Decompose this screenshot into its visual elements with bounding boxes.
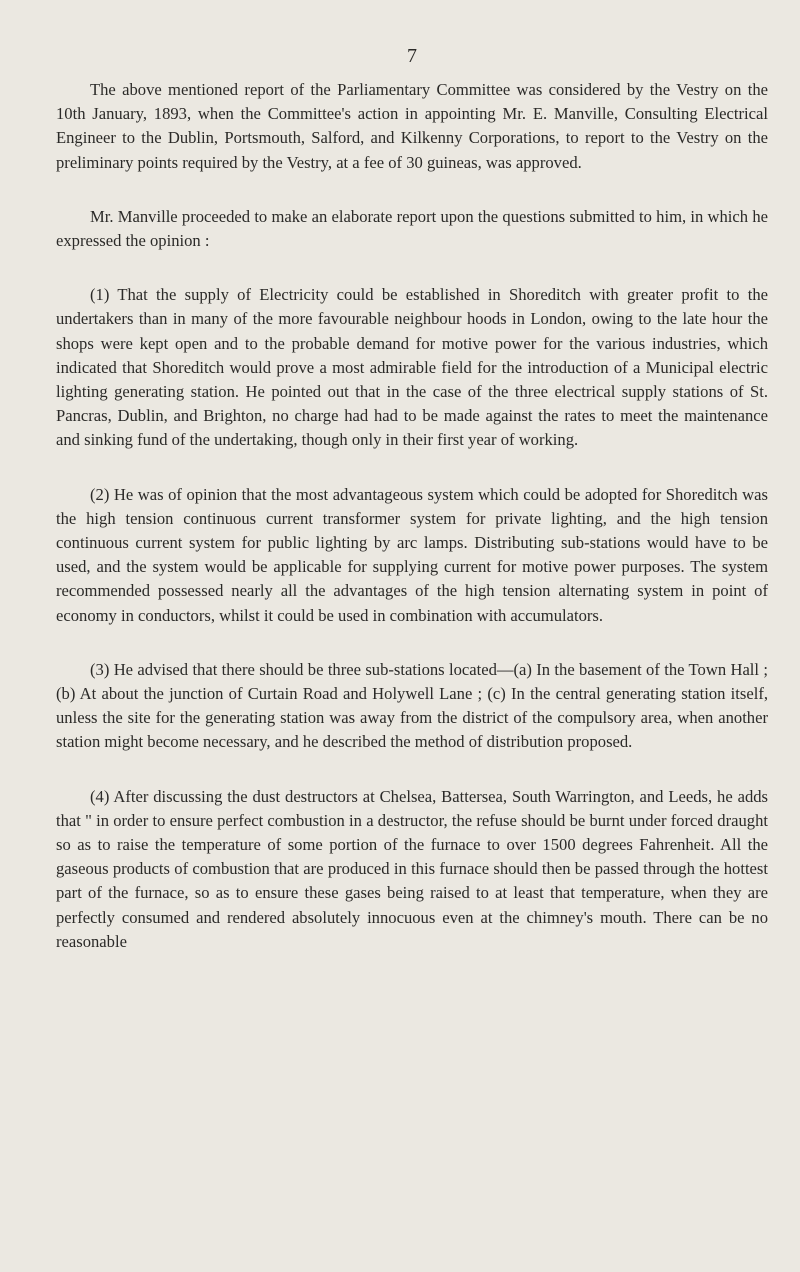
paragraph-point-2: (2) He was of opinion that the most advantageous system which could be adopted for Shoreditch was the high tension continuous current transformer system for private lighting, and the high tension continuous current system for public lighting by arc lamps. Distributing sub-stations would have to be used, and the system would be applicable for supplying current for motive power purposes. The system recommended possessed nearly all the advantages of the high tension alternating system in point of economy in conductors, whilst it could be used in combination with accumulators. [56,484,768,625]
paragraph-point-3: (3) He advised that there should be three sub-stations located—(a) In the basement of the Town Hall ; (b) At about the junction of Curtain Road and Holywell Lane ; (c) In the central generating station itself, unless the site for the generating station was away from the district of the compulsory area, when another station might become necessary, and he described the method of distribution proposed. [56,659,768,752]
page-number: 7 [407,45,417,67]
paragraph-committee-report: The above mentioned report of the Parliamentary Committee was considered by the Vestry on the 10th January, 1893, when the Committee's action in appointing Mr. E. Manville, Consulting Electrical Engineer to the Dublin, Portsmouth, Salford, and Kilkenny Corporations, to report to the Vestry on the preliminary points required by the Vestry, at a fee of 30 guineas, was approved. [56,80,768,172]
paragraph-point-1: (1) That the supply of Electricity could be established in Shoreditch with greater profit to the undertakers than in many of the more favourable neighbour hoods in London, owing to the late hour the shops were kept open and to the probable demand for motive power for the various industries, which indicated that Shoreditch would prove a most admirable field for the introduction of a Municipal electric lighting generating station. He pointed out that in the case of the three electrical supply stations of St. Pancras, Dublin, and Brighton, no charge had had to be made against the rates to meet the maintenance and sinking fund of the undertaking, though only in their first year of working. [56,285,768,450]
paragraph-point-4: (4) After discussing the dust destructors at Chelsea, Battersea, South Warrington, and Leeds, he adds that " in order to ensure perfect combustion in a destructor, the refuse should be burnt under forced draught so as to raise the temperature of some portion of the furnace to over 1500 degrees Fahrenheit. All the gaseous products of combustion that are produced in this furnace should then be passed through the hottest part of the furnace, so as to ensure these gases being raised to at least that temperature, when they are perfectly consumed and rendered absolutely innocuous even at the chimney's mouth. There can be no reasonable [56,786,768,951]
paragraph-manville-opinion: Mr. Manville proceeded to make an elaborate report upon the questions submitted to him, in which he expressed the opinion : [56,206,768,251]
